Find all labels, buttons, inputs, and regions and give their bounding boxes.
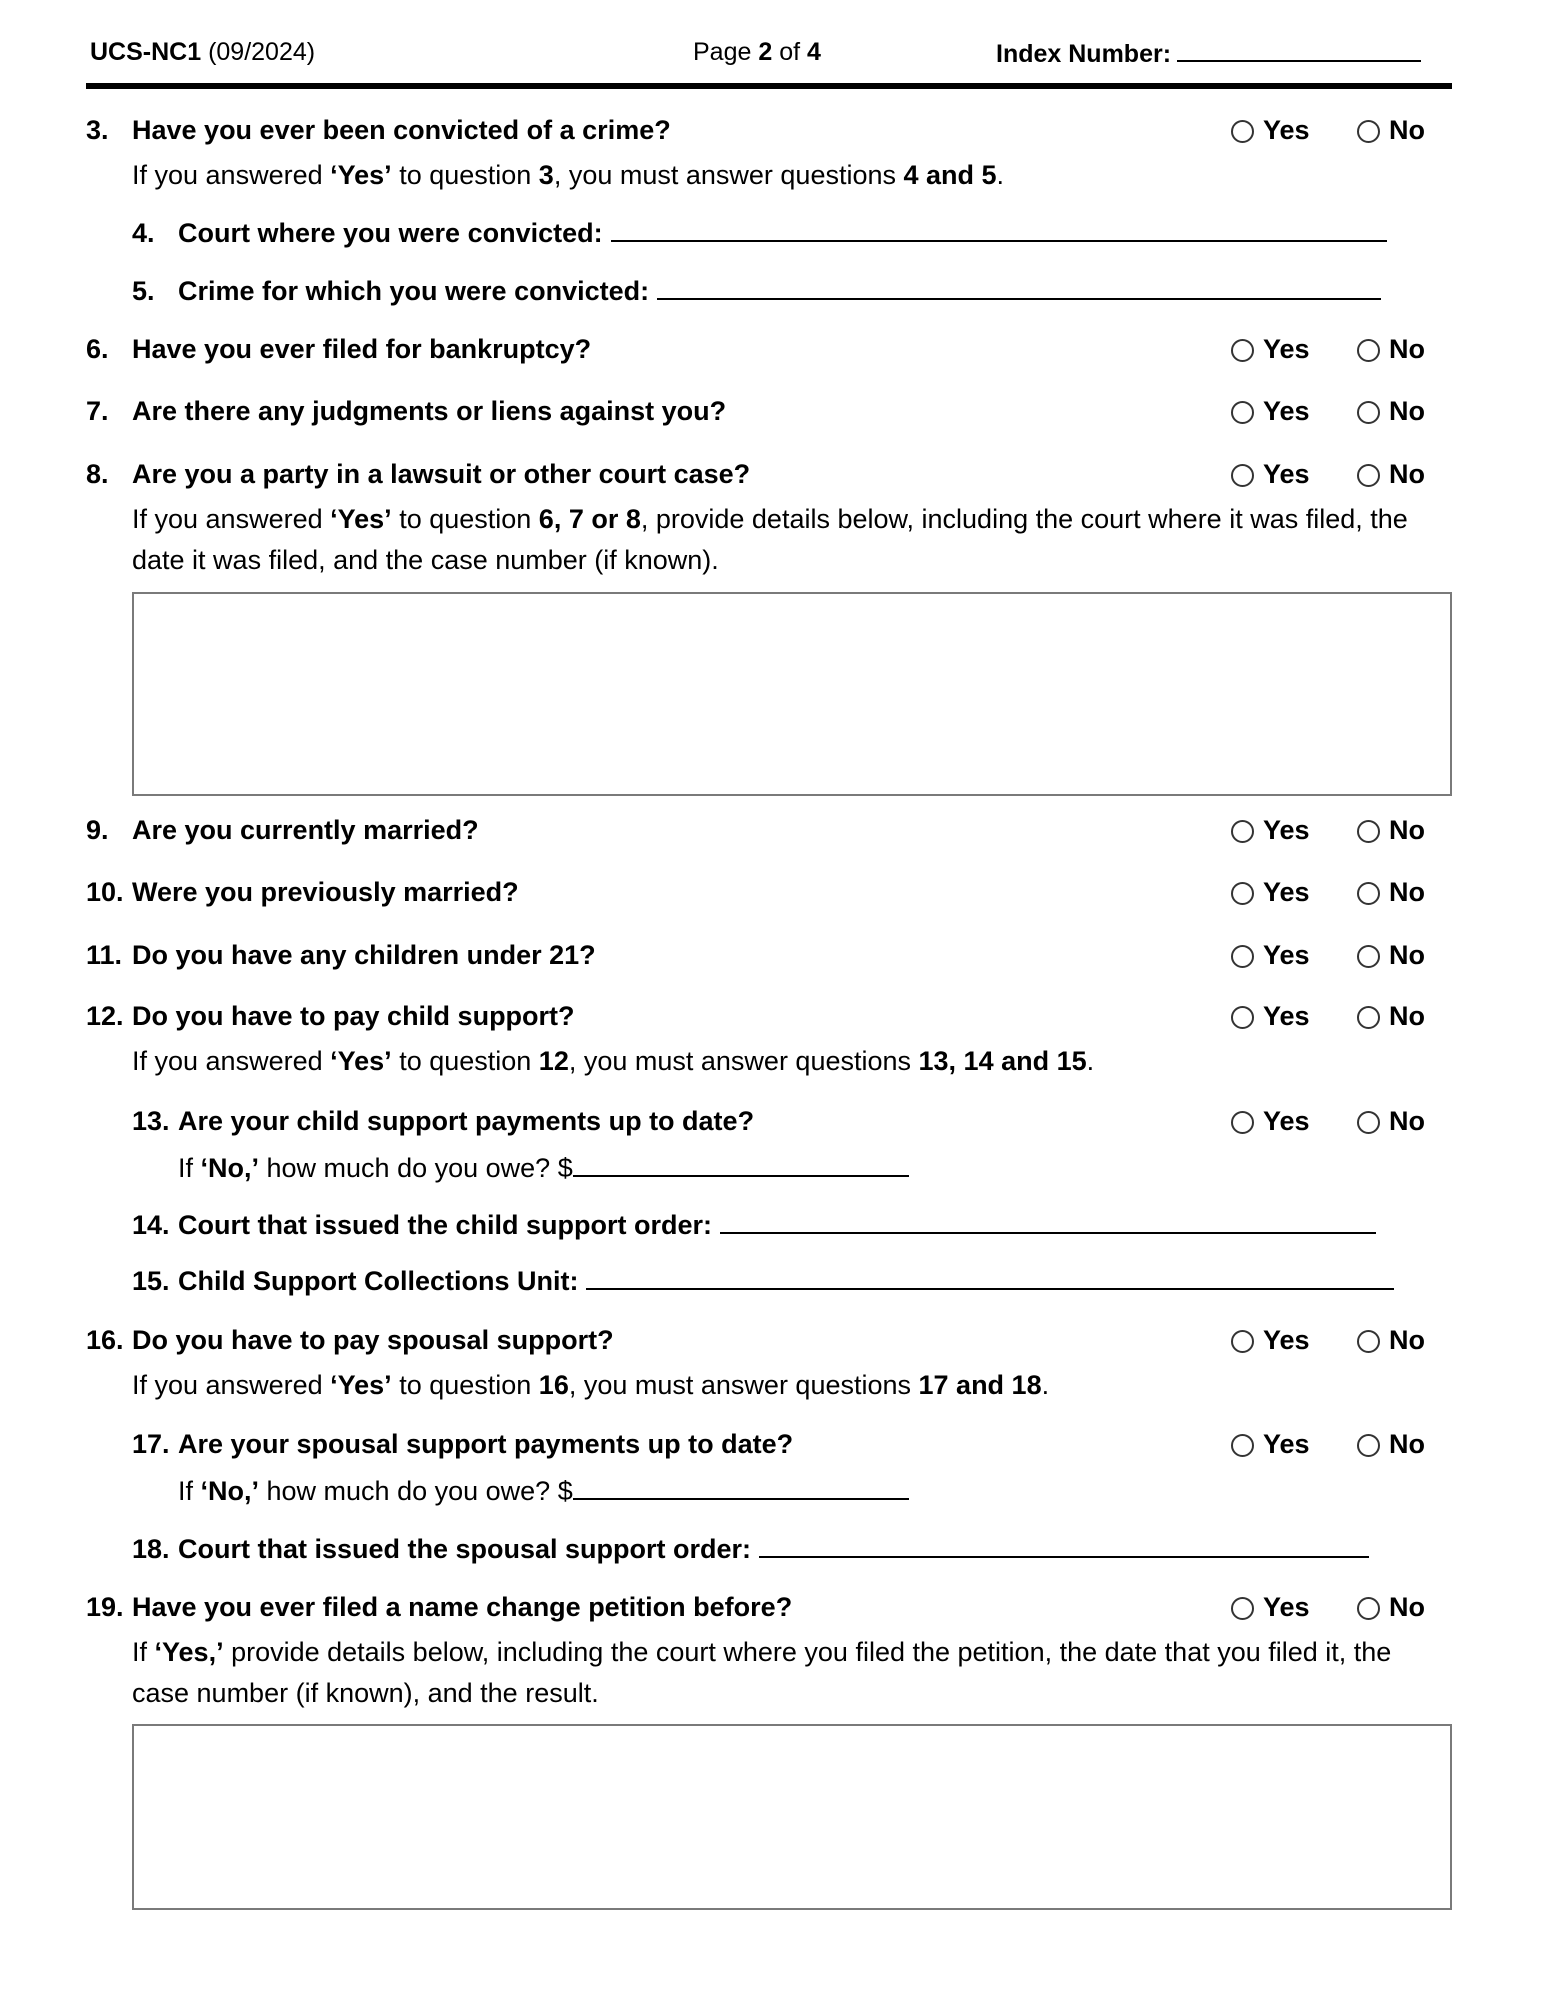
question-text: Crime for which you were convicted: [178, 276, 650, 306]
radio-icon[interactable] [1231, 945, 1254, 968]
radio-icon[interactable] [1231, 1434, 1254, 1457]
q13-no-option[interactable]: No [1357, 1106, 1425, 1137]
q8-no-option[interactable]: No [1357, 459, 1425, 490]
question-number: 15. [132, 1266, 170, 1296]
header-rule [86, 83, 1452, 89]
question-text: Do you have to pay child support? [132, 1001, 575, 1031]
question-text: Are your spousal support payments up to date? [178, 1429, 794, 1459]
q11-no-option[interactable]: No [1357, 940, 1425, 971]
q17-amount-field[interactable] [573, 1474, 909, 1500]
radio-icon[interactable] [1357, 945, 1380, 968]
index-number [996, 38, 1421, 69]
q16-instruction: If you answered ‘Yes’ to question 16, you must answer questions 17 and 18. [132, 1370, 1050, 1400]
radio-icon[interactable] [1231, 1111, 1254, 1134]
q19-details-box[interactable] [132, 1724, 1452, 1910]
question-number: 11. [86, 940, 123, 970]
question-number: 3. [86, 115, 109, 145]
radio-icon[interactable] [1231, 1006, 1254, 1029]
question-number: 12. [86, 1001, 124, 1031]
q12-no-option[interactable]: No [1357, 1001, 1425, 1032]
question-number: 6. [86, 334, 109, 364]
q12-instruction: If you answered ‘Yes’ to question 12, you must answer questions 13, 14 and 15. [132, 1046, 1095, 1076]
question-4 [132, 216, 1387, 249]
question-number: 16. [86, 1325, 124, 1355]
question-6 [86, 334, 591, 365]
index-number-field[interactable] [1177, 38, 1421, 62]
radio-icon[interactable] [1357, 1330, 1380, 1353]
radio-icon[interactable] [1357, 464, 1380, 487]
question-number: 8. [86, 459, 109, 489]
page-word: Page [693, 38, 752, 66]
question-19 [86, 1592, 792, 1623]
radio-icon[interactable] [1357, 1597, 1380, 1620]
question-number: 5. [132, 276, 155, 306]
page-of: of [779, 38, 801, 66]
q10-no-option[interactable]: No [1357, 877, 1425, 908]
radio-icon[interactable] [1231, 1597, 1254, 1620]
q8-details-box[interactable] [132, 592, 1452, 796]
question-10 [86, 877, 519, 908]
index-number-label: Index Number: [996, 40, 1172, 68]
question-7 [86, 396, 726, 427]
question-text: Have you ever been convicted of a crime? [132, 115, 671, 145]
q19-no-option[interactable]: No [1357, 1592, 1425, 1623]
q17-no-option[interactable]: No [1357, 1429, 1425, 1460]
question-number: 18. [132, 1534, 170, 1564]
q9-no-option[interactable]: No [1357, 815, 1425, 846]
radio-icon[interactable] [1357, 339, 1380, 362]
question-number: 19. [86, 1592, 124, 1622]
question-text: Have you ever filed for bankruptcy? [132, 334, 592, 364]
question-13 [132, 1106, 754, 1137]
question-9 [86, 815, 479, 846]
q19-instruction: If ‘Yes,’ provide details below, including the court where you filed the petition, the date that you filed it, the case number (if known), and the result. [132, 1637, 1392, 1708]
radio-icon[interactable] [1357, 820, 1380, 843]
form-id [90, 38, 315, 67]
q17-amount-owed: If ‘No,’ how much do you owe? $ [178, 1474, 909, 1507]
question-text: Are there any judgments or liens against you? [132, 396, 727, 426]
question-text: Child Support Collections Unit: [178, 1266, 579, 1296]
question-5 [132, 274, 1381, 307]
q17-yes-option[interactable]: Yes [1231, 1429, 1310, 1460]
q19-yes-option[interactable]: Yes [1231, 1592, 1310, 1623]
q9-yes-option[interactable]: Yes [1231, 815, 1310, 846]
q5-crime-field[interactable] [657, 274, 1381, 300]
q12-yes-option[interactable]: Yes [1231, 1001, 1310, 1032]
question-number: 17. [132, 1429, 170, 1459]
radio-icon[interactable] [1357, 120, 1380, 143]
question-text: Court that issued the child support order: [178, 1210, 713, 1240]
q3-yes-option[interactable]: Yes [1231, 115, 1310, 146]
radio-icon[interactable] [1231, 882, 1254, 905]
question-text: Are your child support payments up to date? [178, 1106, 755, 1136]
q18-court-field[interactable] [759, 1532, 1369, 1558]
question-number: 4. [132, 218, 155, 248]
q11-yes-option[interactable]: Yes [1231, 940, 1310, 971]
question-16 [86, 1325, 614, 1356]
q4-court-field[interactable] [611, 216, 1387, 242]
q3-instruction: If you answered ‘Yes’ to question 3, you must answer questions 4 and 5. [132, 160, 1005, 190]
radio-icon[interactable] [1357, 1006, 1380, 1029]
question-text: Do you have to pay spousal support? [132, 1325, 614, 1355]
page-number: 2 [758, 38, 773, 66]
question-number: 10. [86, 877, 124, 907]
q13-yes-option[interactable]: Yes [1231, 1106, 1310, 1137]
q16-yes-option[interactable]: Yes [1231, 1325, 1310, 1356]
question-14 [132, 1208, 1376, 1241]
q6-yes-option[interactable]: Yes [1231, 334, 1310, 365]
q10-yes-option[interactable]: Yes [1231, 877, 1310, 908]
q13-amount-field[interactable] [573, 1151, 909, 1177]
radio-icon[interactable] [1231, 339, 1254, 362]
question-text: Were you previously married? [132, 877, 519, 907]
radio-icon[interactable] [1231, 1330, 1254, 1353]
question-number: 9. [86, 815, 109, 845]
q15-unit-field[interactable] [586, 1264, 1394, 1290]
radio-icon[interactable] [1357, 882, 1380, 905]
radio-icon[interactable] [1357, 1111, 1380, 1134]
q7-yes-option[interactable]: Yes [1231, 396, 1310, 427]
q8-instruction: If you answered ‘Yes’ to question 6, 7 or 8, provide details below, including the court where it was filed, the date it was filed, and the case number (if known). [132, 504, 1408, 575]
question-text: Court that issued the spousal support order: [178, 1534, 752, 1564]
question-number: 7. [86, 396, 109, 426]
question-15 [132, 1264, 1394, 1297]
radio-icon[interactable] [1231, 401, 1254, 424]
question-text: Are you currently married? [132, 815, 479, 845]
radio-icon[interactable] [1357, 1434, 1380, 1457]
question-text: Do you have any children under 21? [132, 940, 596, 970]
q16-no-option[interactable]: No [1357, 1325, 1425, 1356]
form-id-code: UCS-NC1 [90, 38, 202, 66]
radio-icon[interactable] [1231, 120, 1254, 143]
q7-no-option[interactable]: No [1357, 396, 1425, 427]
q3-no-option[interactable]: No [1357, 115, 1425, 146]
form-date: (09/2024) [208, 38, 316, 66]
question-text: Have you ever filed a name change petition before? [132, 1592, 793, 1622]
q13-amount-owed: If ‘No,’ how much do you owe? $ [178, 1151, 909, 1184]
question-12 [86, 1001, 575, 1032]
page-total: 4 [807, 38, 821, 66]
page-indicator [693, 38, 821, 67]
radio-icon[interactable] [1231, 464, 1254, 487]
question-number: 14. [132, 1210, 170, 1240]
q14-court-field[interactable] [720, 1208, 1376, 1234]
question-3 [86, 115, 671, 146]
radio-icon[interactable] [1231, 820, 1254, 843]
q6-no-option[interactable]: No [1357, 334, 1425, 365]
radio-icon[interactable] [1357, 401, 1380, 424]
question-8 [86, 459, 750, 490]
question-11 [86, 940, 596, 971]
question-17 [132, 1429, 793, 1460]
question-text: Are you a party in a lawsuit or other court case? [132, 459, 751, 489]
q8-yes-option[interactable]: Yes [1231, 459, 1310, 490]
question-18 [132, 1532, 1369, 1565]
question-text: Court where you were convicted: [178, 218, 603, 248]
question-number: 13. [132, 1106, 170, 1136]
